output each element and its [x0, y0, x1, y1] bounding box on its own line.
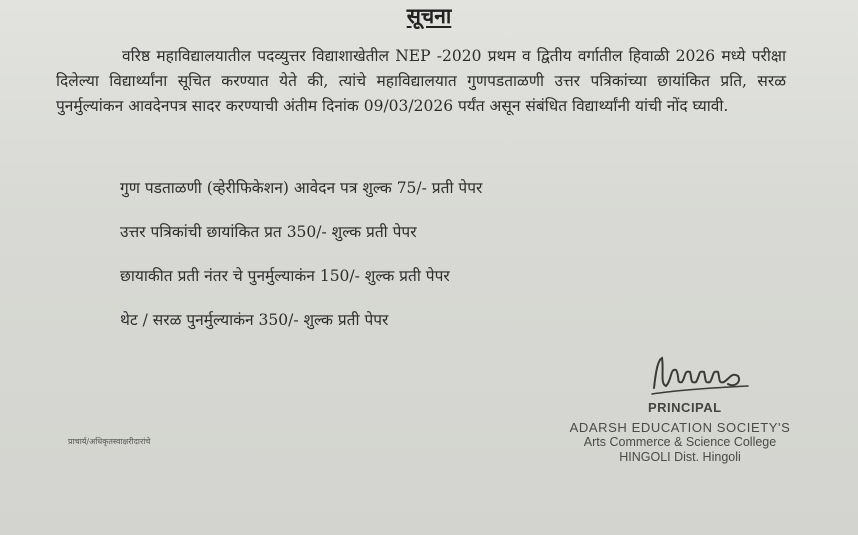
stamp-location: HINGOLI Dist. Hingoli: [619, 450, 741, 464]
authorized-signatory-note: प्राचार्य/अधिकृतस्वाक्षरीदारांचे: [68, 437, 151, 446]
fee-item-revaluation-after-copy: छायाकीत प्रती नंतर चे पुनर्मुल्याकंन 150/- शुल्क प्रती पेपर: [120, 267, 450, 285]
stamp-college: Arts Commerce & Science College: [583, 435, 777, 449]
fee-item-direct-revaluation: थेट / सरळ पुनर्मुल्याकंन 350/- शुल्क प्रती पेपर: [120, 311, 389, 329]
fee-item-photocopy: उत्तर पत्रिकांची छायांकित प्रत 350/- शुल्क प्रती पेपर: [120, 223, 417, 241]
notice-paragraph: वरिष्ठ महाविद्यालयातील पदव्युत्तर विद्याशाखेतील NEP -2020 प्रथम व द्वितीय वर्गातील हिवाळी 2026 मध्ये परीक्षा दिलेल्या विद्यार्थ्यांना सूचित करण्यात येते की, त्यांचे महाविद्यालयात गुणपडताळणी उत्तर पत्रिकांच्या छायांकित प्रति, सरळ पुनर्मुल्यांकन आवदेनपत्र सादर करण्याची अंतीम दिनांक 09/03/2026 पर्यंत असून संबंधित विद्यार्थ्यांनी यांची नोंद घ्यावी.: [56, 47, 786, 115]
fee-item-verification: गुण पडताळणी (व्हेरीफिकेशन) आवेदन पत्र शुल्क 75/- प्रती पेपर: [120, 179, 483, 197]
notice-title: सूचना: [406, 3, 452, 28]
principal-label: PRINCIPAL: [648, 400, 722, 415]
stamp-society: ADARSH EDUCATION SOCIETY'S: [569, 420, 791, 435]
principal-signature: [648, 350, 758, 400]
college-stamp: [560, 420, 800, 465]
